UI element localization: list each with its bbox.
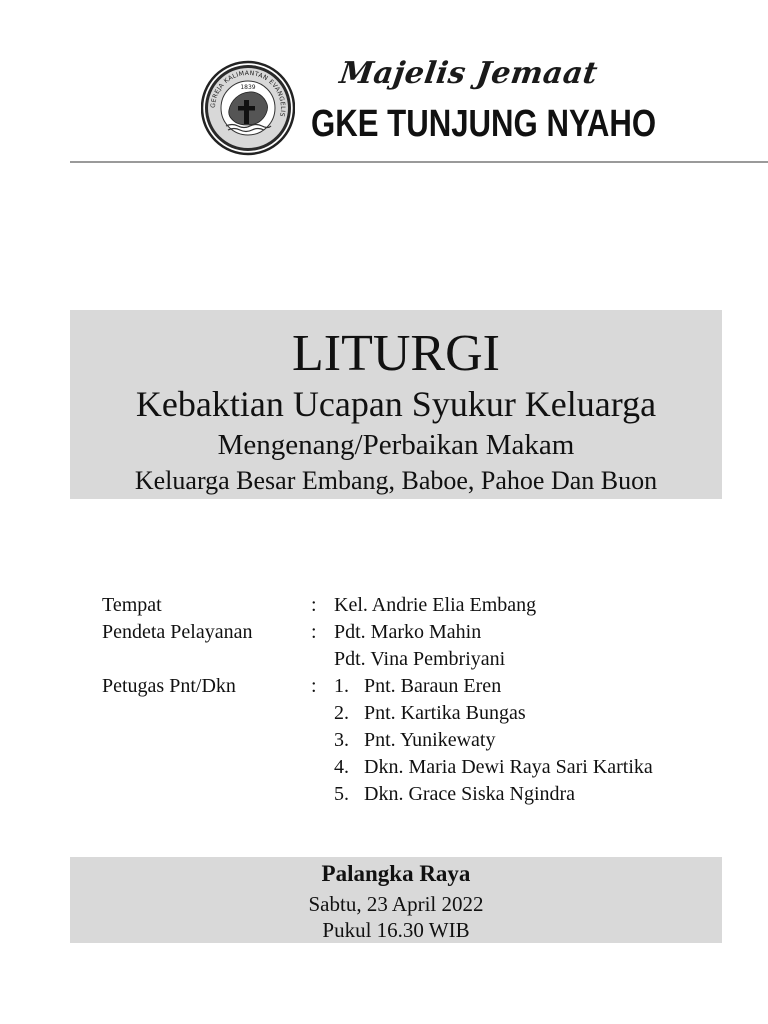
service-name: Kebaktian Ucapan Syukur Keluarga <box>135 384 657 424</box>
church-seal-icon <box>201 60 295 156</box>
church-logo <box>201 60 295 156</box>
footer-block <box>70 857 722 943</box>
petugas-name: Pnt. Yunikewaty <box>364 729 496 751</box>
detail-row-pendeta <box>102 619 722 646</box>
list-item <box>102 781 722 808</box>
separator: : <box>311 621 317 643</box>
tempat-label: Tempat <box>102 594 162 616</box>
service-date: Sabtu, 23 April 2022 <box>308 892 484 916</box>
majelis-jemaat-title: Majelis Jemaat <box>337 56 600 91</box>
list-number: 4. <box>334 756 349 778</box>
service-time: Pukul 16.30 WIB <box>322 918 470 942</box>
detail-row-tempat <box>102 592 722 619</box>
service-purpose: Mengenang/Perbaikan Makam <box>217 429 575 461</box>
separator: : <box>311 675 317 697</box>
list-number: 3. <box>334 729 349 751</box>
logo-ring-text: GEREJA KALIMANTAN EVANGELIS <box>209 69 287 118</box>
family-names: Keluarga Besar Embang, Baboe, Pahoe Dan Buon <box>134 466 658 495</box>
petugas-label: Petugas Pnt/Dkn <box>102 675 236 697</box>
city-name: Palangka Raya <box>321 861 471 886</box>
petugas-name: Dkn. Grace Siska Ngindra <box>364 783 576 805</box>
list-number: 5. <box>334 783 349 805</box>
pendeta-name: Pdt. Vina Pembriyani <box>334 648 506 670</box>
header-divider <box>70 161 768 163</box>
list-item <box>102 754 722 781</box>
church-name: GKE TUNJUNG NYAHO <box>311 103 657 145</box>
detail-row-pendeta-2 <box>102 646 722 673</box>
tempat-value: Kel. Andrie Elia Embang <box>334 594 537 616</box>
petugas-name: Dkn. Maria Dewi Raya Sari Kartika <box>364 756 653 778</box>
petugas-name: Pnt. Baraun Eren <box>364 675 502 697</box>
list-number: 1. <box>334 675 349 697</box>
list-item <box>102 727 722 754</box>
detail-row-petugas <box>102 673 722 700</box>
list-item <box>102 700 722 727</box>
document-header <box>0 0 768 165</box>
list-number: 2. <box>334 702 349 724</box>
title-block <box>70 310 722 499</box>
logo-year: 1839 <box>240 84 256 91</box>
pendeta-label: Pendeta Pelayanan <box>102 621 253 643</box>
document-title: LITURGI <box>292 325 500 382</box>
separator: : <box>311 594 317 616</box>
pendeta-name: Pdt. Marko Mahin <box>334 621 482 643</box>
petugas-name: Pnt. Kartika Bungas <box>364 702 526 724</box>
service-details <box>102 592 722 808</box>
